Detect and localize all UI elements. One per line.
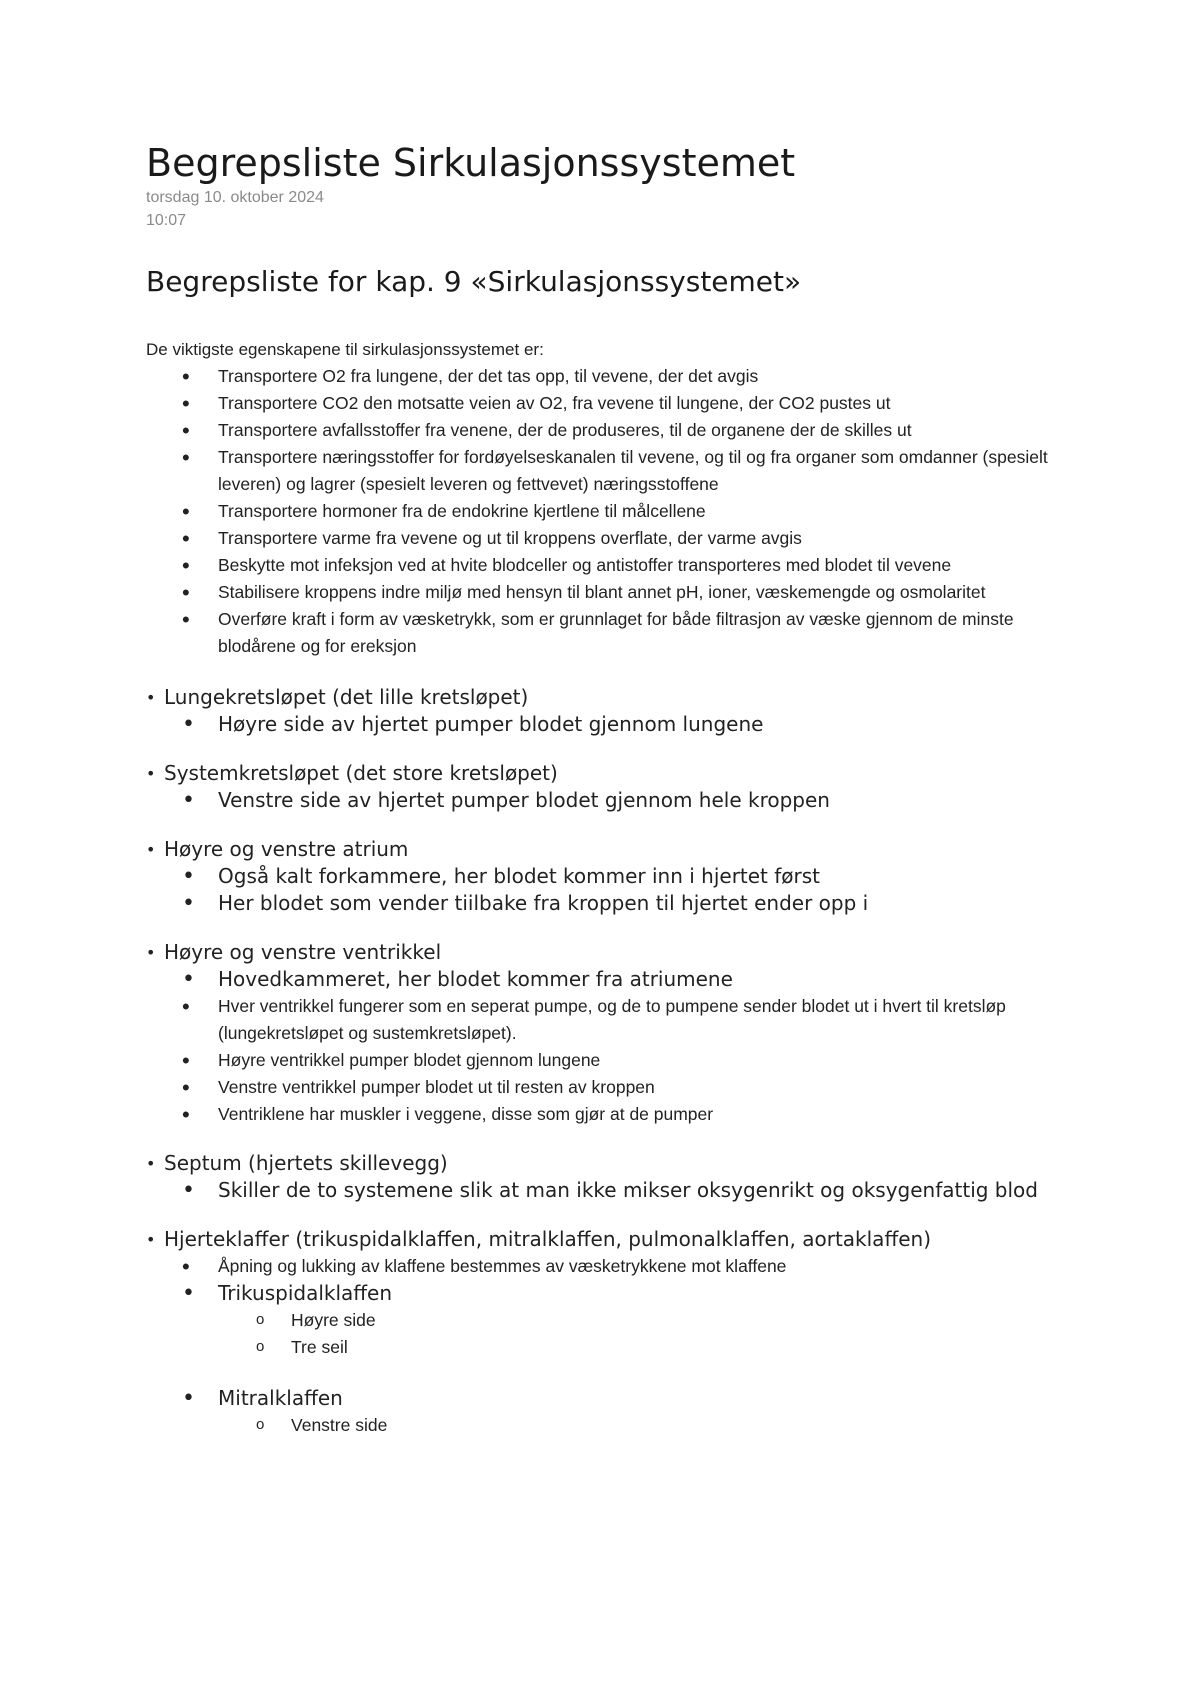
list-item: • Her blodet som vender tiilbake fra kroppen til hjertet ender opp i <box>146 890 1076 917</box>
document-page <box>146 140 1076 1439</box>
list-item: • Åpning og lukking av klaffene bestemmes av væsketrykkene mot klaffene <box>146 1253 1076 1280</box>
list-item: • Høyre side av hjertet pumper blodet gjennom lungene <box>146 711 1076 738</box>
section-hjerteklaffer <box>146 1226 1076 1439</box>
section-heading: Begrepsliste for kap. 9 «Sirkulasjonssystemet» <box>146 265 802 298</box>
list-item: • Transportere varme fra vevene og ut til kroppens overflate, der varme avgis <box>146 525 1076 552</box>
section-lungekretslopet <box>146 684 1076 738</box>
section-head: • Septum (hjertets skillevegg) <box>146 1150 1076 1177</box>
section-ventrikkel <box>146 939 1076 1128</box>
list-item: • Transportere hormoner fra de endokrine kjertlene til målcellene <box>146 498 1076 525</box>
list-item: • Transportere O2 fra lungene, der det tas opp, til vevene, der det avgis <box>146 363 1076 390</box>
list-item: • Transportere CO2 den motsatte veien av O2, fra vevene til lungene, der CO2 pustes ut <box>146 390 1076 417</box>
section-systemkretslopet <box>146 760 1076 814</box>
list-item: • Transportere avfallsstoffer fra venene, der de produseres, til de organene der de skilles ut <box>146 417 1076 444</box>
valve-item: • Mitralklaffen <box>146 1385 1076 1412</box>
properties-list <box>146 363 1076 660</box>
list-item: • Hovedkammeret, her blodet kommer fra atriumene <box>146 966 1076 993</box>
page-time: 10:07 <box>146 212 187 229</box>
list-item: • Venstre ventrikkel pumper blodet ut til resten av kroppen <box>146 1074 1076 1101</box>
section-septum <box>146 1150 1076 1204</box>
valve-detail: o Venstre side <box>146 1412 1076 1439</box>
section-head: • Høyre og venstre ventrikkel <box>146 939 1076 966</box>
section-head: • Systemkretsløpet (det store kretsløpet) <box>146 760 1076 787</box>
page-title: Begrepsliste Sirkulasjonssystemet <box>146 141 796 185</box>
list-item: • Høyre ventrikkel pumper blodet gjennom lungene <box>146 1047 1076 1074</box>
list-item: • Stabilisere kroppens indre miljø med hensyn til blant annet pH, ioner, væskemengde og osmolaritet <box>146 579 1076 606</box>
section-head: • Hjerteklaffer (trikuspidalklaffen, mitralklaffen, pulmonalklaffen, aortaklaffen) <box>146 1226 1076 1253</box>
list-item: • Overføre kraft i form av væsketrykk, som er grunnlaget for både filtrasjon av væske gjennom de minste blodårene og for ereksjon <box>146 606 1076 660</box>
section-atrium <box>146 836 1076 917</box>
list-item: • Beskytte mot infeksjon ved at hvite blodceller og antistoffer transporteres med blodet til vevene <box>146 552 1076 579</box>
section-head: • Høyre og venstre atrium <box>146 836 1076 863</box>
list-item: • Transportere næringsstoffer for fordøyelseskanalen til vevene, og til og fra organer som omdanner (spesielt leveren) og lagrer (spesielt leveren og fettvevet) næringsstoffene <box>146 444 1076 498</box>
valve-item: • Trikuspidalklaffen <box>146 1280 1076 1307</box>
list-item: • Også kalt forkammere, her blodet kommer inn i hjertet først <box>146 863 1076 890</box>
page-date: torsdag 10. oktober 2024 <box>146 189 324 206</box>
intro-text: De viktigste egenskapene til sirkulasjonssystemet er: <box>146 340 544 359</box>
list-item: • Ventriklene har muskler i veggene, disse som gjør at de pumper <box>146 1101 1076 1128</box>
valve-detail: o Tre seil <box>146 1334 1076 1361</box>
valve-detail: o Høyre side <box>146 1307 1076 1334</box>
section-head: • Lungekretsløpet (det lille kretsløpet) <box>146 684 1076 711</box>
list-item: • Venstre side av hjertet pumper blodet gjennom hele kroppen <box>146 787 1076 814</box>
list-item: • Skiller de to systemene slik at man ikke mikser oksygenrikt og oksygenfattig blod <box>146 1177 1076 1204</box>
list-item: • Hver ventrikkel fungerer som en seperat pumpe, og de to pumpene sender blodet ut i hvert til kretsløp (lungekretsløpet og sustemkretsløpet). <box>146 993 1076 1047</box>
